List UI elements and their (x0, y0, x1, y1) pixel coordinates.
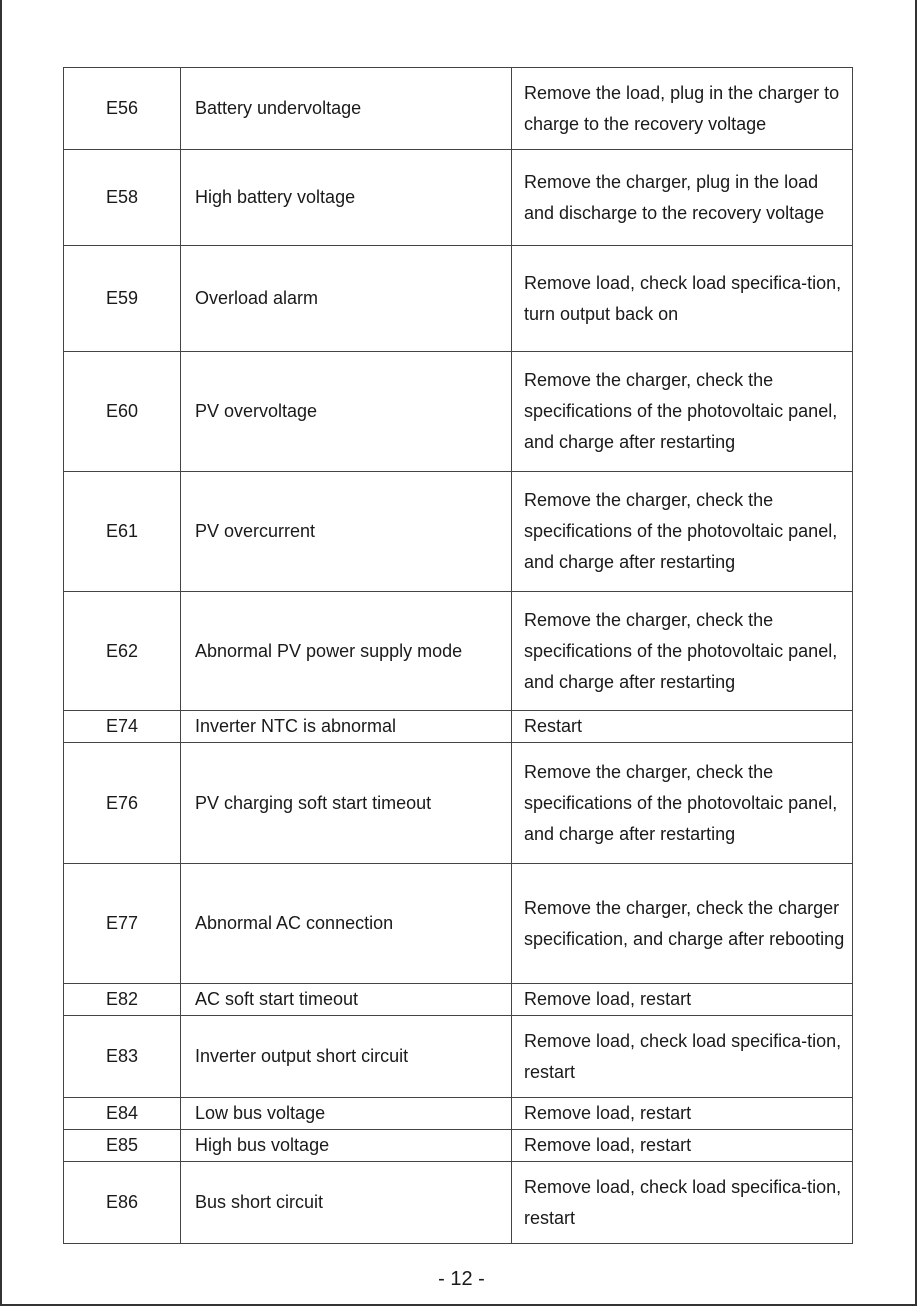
error-solution: Remove load, restart (512, 1098, 853, 1130)
error-description: Battery undervoltage (181, 68, 512, 150)
error-code: E77 (64, 864, 181, 984)
table-row (64, 472, 853, 592)
table-row (64, 246, 853, 352)
error-code: E59 (64, 246, 181, 352)
error-description: Low bus voltage (181, 1098, 512, 1130)
error-description: AC soft start timeout (181, 984, 512, 1016)
error-solution: Remove the charger, plug in the load and discharge to the recovery voltage (512, 150, 853, 246)
error-code: E85 (64, 1130, 181, 1162)
table-row (64, 1162, 853, 1244)
error-code: E86 (64, 1162, 181, 1244)
error-description: Inverter output short circuit (181, 1016, 512, 1098)
table-row (64, 68, 853, 150)
table-row (64, 1016, 853, 1098)
error-code: E62 (64, 592, 181, 711)
error-description: Abnormal AC connection (181, 864, 512, 984)
table-row (64, 743, 853, 864)
table-row (64, 150, 853, 246)
page-number: - 12 - (438, 1268, 485, 1290)
error-solution: Remove the load, plug in the charger to charge to the recovery voltage (512, 68, 853, 150)
error-solution: Remove the charger, check the specifications of the photovoltaic panel, and charge after restarting (512, 743, 853, 864)
error-description: Bus short circuit (181, 1162, 512, 1244)
error-code: E83 (64, 1016, 181, 1098)
error-solution: Remove load, check load specifica-tion, restart (512, 1162, 853, 1244)
error-solution: Restart (512, 711, 853, 743)
table-row (64, 984, 853, 1016)
table-row (64, 1098, 853, 1130)
error-code: E76 (64, 743, 181, 864)
error-description: PV overvoltage (181, 352, 512, 472)
error-description: Abnormal PV power supply mode (181, 592, 512, 711)
error-solution: Remove load, check load specifica-tion, turn output back on (512, 246, 853, 352)
error-solution: Remove load, restart (512, 1130, 853, 1162)
table-row (64, 1130, 853, 1162)
error-code: E82 (64, 984, 181, 1016)
error-code: E60 (64, 352, 181, 472)
error-solution: Remove load, check load specifica-tion, restart (512, 1016, 853, 1098)
error-code: E61 (64, 472, 181, 592)
error-description: High bus voltage (181, 1130, 512, 1162)
error-code: E56 (64, 68, 181, 150)
error-solution: Remove the charger, check the specifications of the photovoltaic panel, and charge after restarting (512, 472, 853, 592)
error-solution: Remove the charger, check the specifications of the photovoltaic panel, and charge after restarting (512, 592, 853, 711)
error-code: E74 (64, 711, 181, 743)
error-solution: Remove the charger, check the charger specification, and charge after rebooting (512, 864, 853, 984)
error-description: High battery voltage (181, 150, 512, 246)
error-solution: Remove load, restart (512, 984, 853, 1016)
table-row (64, 352, 853, 472)
error-solution: Remove the charger, check the specifications of the photovoltaic panel, and charge after restarting (512, 352, 853, 472)
table-row (64, 864, 853, 984)
error-description: Overload alarm (181, 246, 512, 352)
error-description: Inverter NTC is abnormal (181, 711, 512, 743)
error-description: PV overcurrent (181, 472, 512, 592)
error-code: E84 (64, 1098, 181, 1130)
error-code: E58 (64, 150, 181, 246)
error-code-table (63, 67, 853, 1244)
table-row (64, 711, 853, 743)
error-description: PV charging soft start timeout (181, 743, 512, 864)
table-row (64, 592, 853, 711)
